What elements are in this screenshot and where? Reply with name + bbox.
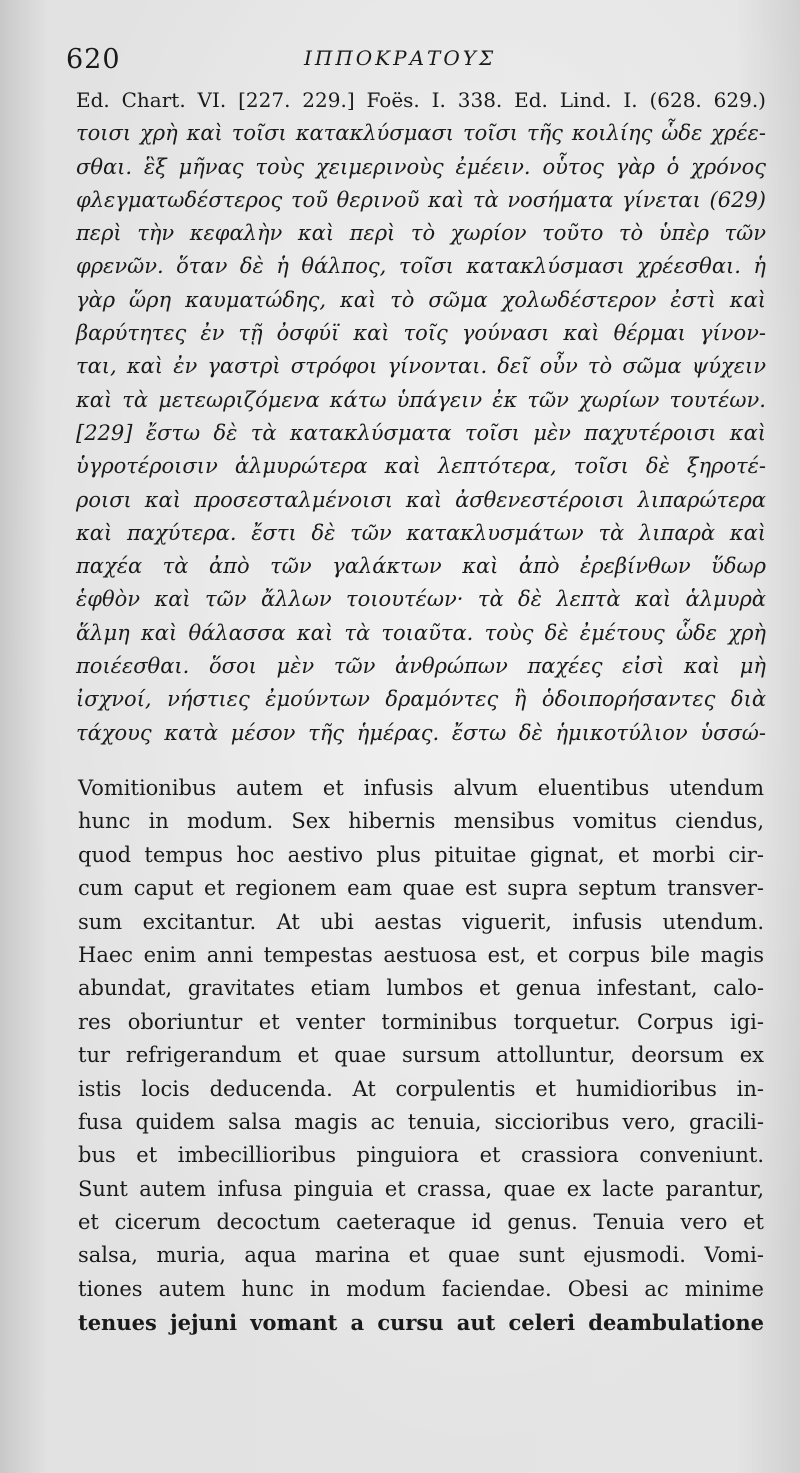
latin-line: et cicerum decoctum caeteraque id genus. Tenuia vero et xyxy=(78,1210,764,1235)
latin-line: bus et imbecillioribus pinguiora et crassiora conveniunt. xyxy=(78,1143,764,1168)
page-header xyxy=(66,44,766,80)
greek-line: ποιέεσθαι. ὅσοι μὲν τῶν ἀνθρώπων παχέες εἰσὶ καὶ μὴ xyxy=(76,654,766,679)
greek-line: ται, καὶ ἐν γαστρὶ στρόφοι γίνονται. δεῖ οὖν τὸ σῶμα ψύχειν xyxy=(76,354,766,379)
greek-line: ὑγροτέροισιν ἁλμυρώτερα καὶ λεπτότερα, τοῖσι δὲ ξηροτέ- xyxy=(76,454,766,479)
greek-line: σθαι. ἓξ μῆνας τοὺς χειμερινοὺς ἐμέειν. οὗτος γὰρ ὁ χρόνος xyxy=(76,154,766,179)
latin-line: quod tempus hoc aestivo plus pituitae gignat, et morbi cir- xyxy=(78,842,764,867)
latin-line: istis locis deducenda. At corpulentis et humidioribus in- xyxy=(78,1076,764,1101)
latin-line: tur refrigerandum et quae sursum attolluntur, deorsum ex xyxy=(78,1043,764,1068)
latin-line: abundat, gravitates etiam lumbos et genua infestant, calo- xyxy=(78,976,764,1001)
page-number: 620 xyxy=(66,44,121,75)
greek-line: τάχους κατὰ μέσον τῆς ἡμέρας. ἔστω δὲ ἡμικοτύλιον ὑσσώ- xyxy=(76,720,766,745)
greek-line: φρενῶν. ὅταν δὲ ἡ θάλπος, τοῖσι κατακλύσμασι χρέεσθαι. ἡ xyxy=(76,254,766,279)
greek-line: γὰρ ὥρη καυματώδης, καὶ τὸ σῶμα χολωδέστερον ἐστὶ καὶ xyxy=(76,287,766,312)
greek-line: ροισι καὶ προσεσταλμένοισι καὶ ἀσθενεστέροισι λιπαρώτερα xyxy=(76,487,766,512)
greek-line: καὶ παχύτερα. ἔστι δὲ τῶν κατακλυσμάτων τὰ λιπαρὰ καὶ xyxy=(76,520,766,545)
greek-line: παχέα τὰ ἀπὸ τῶν γαλάκτων καὶ ἀπὸ ἐρεβίνθων ὕδωρ xyxy=(76,554,766,579)
latin-line: tenues jejuni vomant a cursu aut celeri deambulatione xyxy=(78,1310,764,1336)
latin-line: hunc in modum. Sex hibernis mensibus vomitus ciendus, xyxy=(78,809,764,834)
greek-line: [229] ἔστω δὲ τὰ κατακλύσματα τοῖσι μὲν παχυτέροισι καὶ xyxy=(76,420,766,445)
greek-line: ἑφθὸν καὶ τῶν ἄλλων τοιουτέων· τὰ δὲ λεπτὰ καὶ ἁλμυρὰ xyxy=(76,587,766,612)
latin-line: res oboriuntur et venter torminibus torquetur. Corpus igi- xyxy=(78,1009,764,1034)
edition-reference-line: Ed. Chart. VI. [227. 229.] Foës. I. 338. Ed. Lind. I. (628. 629.) xyxy=(76,88,766,112)
greek-line: περὶ τὴν κεφαλὴν καὶ περὶ τὸ χωρίον τοῦτο τὸ ὑπὲρ τῶν xyxy=(76,221,766,246)
latin-line: Vomitionibus autem et infusis alvum eluentibus utendum xyxy=(78,776,764,800)
greek-line: καὶ τὰ μετεωριζόμενα κάτω ὑπάγειν ἐκ τῶν χωρίων τουτέων. xyxy=(76,387,766,412)
latin-line: cum caput et regionem eam quae est supra septum transver- xyxy=(78,876,764,901)
greek-line: φλεγματωδέστερος τοῦ θερινοῦ καὶ τὰ νοσήματα γίνεται (629) xyxy=(76,187,766,212)
latin-line: Haec enim anni tempestas aestuosa est, et corpus bile magis xyxy=(78,942,764,967)
running-title: ΙΠΠΟΚΡΑΤΟΥΣ xyxy=(304,46,497,70)
latin-line: fusa quidem salsa magis ac tenuia, siccioribus vero, gracili- xyxy=(78,1109,764,1134)
latin-line: salsa, muria, aqua marina et quae sunt ejusmodi. Vomi- xyxy=(78,1243,764,1268)
greek-text-block xyxy=(76,84,766,750)
latin-line: Sunt autem infusa pinguia et crassa, quae ex lacte parantur, xyxy=(78,1176,764,1201)
greek-line: βαρύτητες ἐν τῇ ὀσφύϊ καὶ τοῖς γούνασι καὶ θέρμαι γίνον- xyxy=(76,321,766,346)
greek-line: τοισι χρὴ καὶ τοῖσι κατακλύσμασι τοῖσι τῆς κοιλίης ὧδε χρέε- xyxy=(76,121,766,146)
greek-line: ἅλμη καὶ θάλασσα καὶ τὰ τοιαῦτα. τοὺς δὲ ἐμέτους ὧδε χρὴ xyxy=(76,620,766,645)
greek-line: ἰσχνοί, νήστιες ἐμούντων δραμόντες ἢ ὁδοιπορήσαντες διὰ xyxy=(76,687,766,712)
latin-line: tiones autem hunc in modum faciendae. Obesi ac minime xyxy=(78,1276,764,1301)
latin-text-block xyxy=(78,772,764,1340)
latin-line: sum excitantur. At ubi aestas viguerit, infusis utendum. xyxy=(78,909,764,934)
